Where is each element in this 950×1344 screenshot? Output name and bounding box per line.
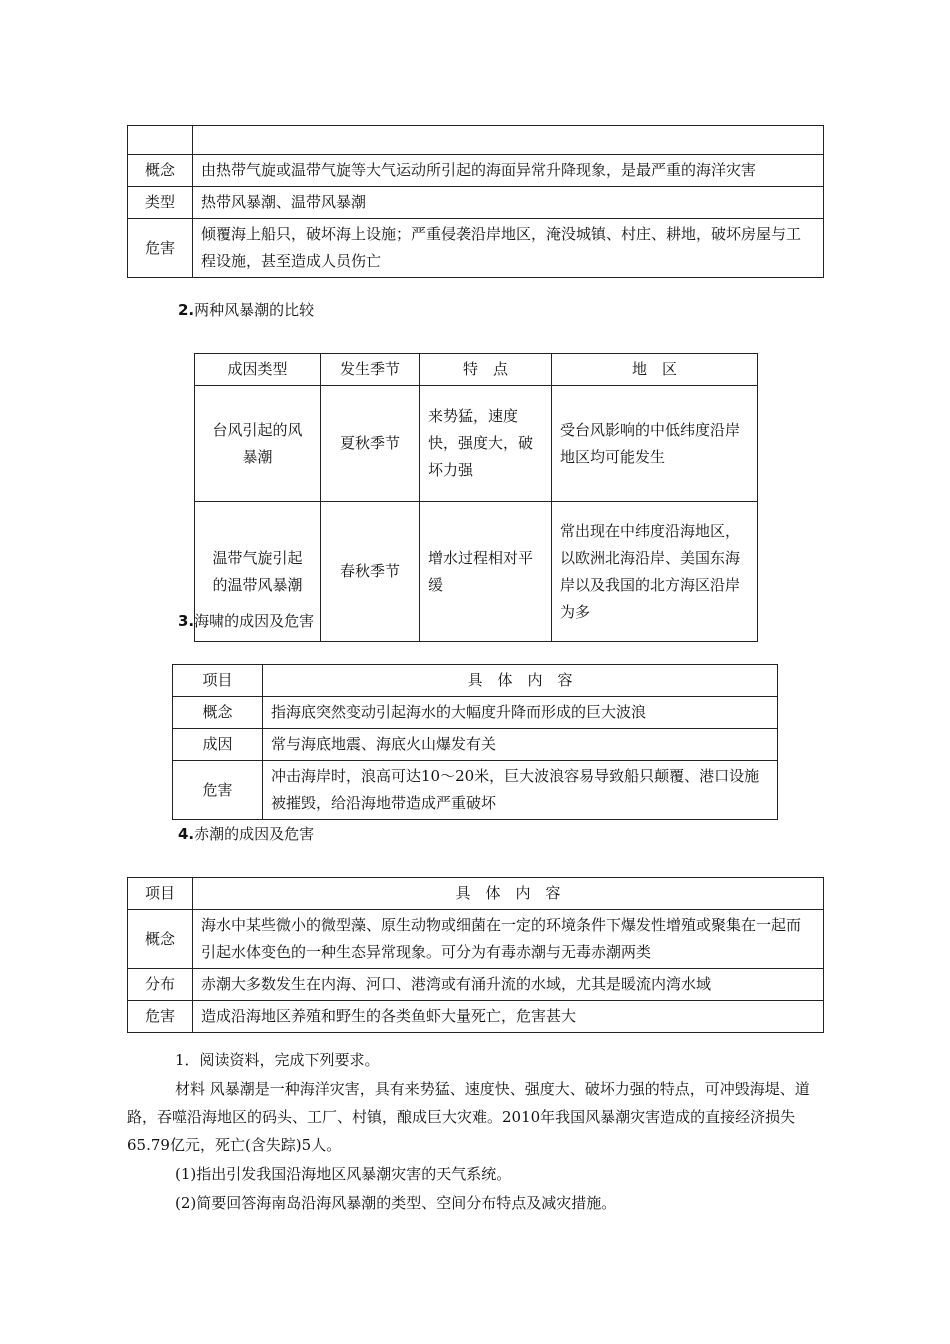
section-number: 3.	[178, 612, 195, 630]
row-label-cause: 成因	[173, 729, 263, 761]
section-heading-4	[178, 824, 314, 844]
table-cell	[128, 126, 193, 155]
storm-surge-comparison-table	[194, 353, 758, 642]
section-title: 海啸的成因及危害	[194, 612, 315, 630]
column-header: 发生季节	[321, 354, 420, 386]
section-title: 赤潮的成因及危害	[194, 825, 315, 843]
row-label-harm: 危害	[128, 219, 193, 278]
table-row	[128, 1001, 824, 1033]
question-1: (1)指出引发我国沿海地区风暴潮灾害的天气系统。	[175, 1165, 512, 1183]
table-header-row	[173, 665, 778, 697]
column-header: 特 点	[420, 354, 552, 386]
region-cell: 受台风影响的中低纬度沿岸地区均可能发生	[552, 386, 758, 502]
harm-content: 冲击海岸时，浪高可达10～20米，巨大波浪容易导致船只颠覆、港口设施被摧毁，给沿海地带造成严重破坏	[263, 761, 778, 820]
row-label-type: 类型	[128, 187, 193, 219]
column-header: 项目	[128, 878, 193, 910]
concept-content: 海水中某些微小的微型藻、原生动物或细菌在一定的环境条件下爆发性增殖或聚集在一起而引起水体变色的一种生态异常现象。可分为有毒赤潮与无毒赤潮两类	[193, 910, 824, 969]
table-row	[128, 969, 824, 1001]
section-heading-3	[178, 611, 314, 631]
table-row	[128, 126, 824, 155]
table-row	[128, 155, 824, 187]
harm-content: 倾覆海上船只，破坏海上设施；严重侵袭沿岸地区，淹没城镇、村庄、耕地，破坏房屋与工程设施，甚至造成人员伤亡	[193, 219, 824, 278]
red-tide-table	[127, 877, 824, 1033]
section-number: 2.	[178, 301, 195, 319]
concept-content: 指海底突然变动引起海水的大幅度升降而形成的巨大波浪	[263, 697, 778, 729]
row-label-harm: 危害	[128, 1001, 193, 1033]
column-header: 地 区	[552, 354, 758, 386]
row-label-distribution: 分布	[128, 969, 193, 1001]
table-row	[128, 910, 824, 969]
season-cell: 夏秋季节	[321, 386, 420, 502]
cause-content: 常与海底地震、海底火山爆发有关	[263, 729, 778, 761]
season-cell: 春秋季节	[321, 502, 420, 642]
table-row	[128, 219, 824, 278]
table-cell	[193, 126, 824, 155]
tsunami-table	[172, 664, 778, 820]
cause-type-cell: 温带气旋引起的温带风暴潮	[195, 502, 321, 642]
type-content: 热带风暴潮、温带风暴潮	[193, 187, 824, 219]
storm-surge-table	[127, 125, 824, 278]
table-row	[195, 386, 758, 502]
section-number: 4.	[178, 825, 195, 843]
table-row	[173, 761, 778, 820]
harm-content: 造成沿海地区养殖和野生的各类鱼虾大量死亡，危害甚大	[193, 1001, 824, 1033]
table-header-row	[195, 354, 758, 386]
question-2: (2)简要回答海南岛沿海风暴潮的类型、空间分布特点及减灾措施。	[175, 1194, 617, 1212]
section-heading-2	[178, 300, 314, 320]
concept-content: 由热带气旋或温带气旋等大气运动所引起的海面异常升降现象，是最严重的海洋灾害	[193, 155, 824, 187]
table-row	[128, 187, 824, 219]
section-title: 两种风暴潮的比较	[194, 301, 315, 319]
column-header: 成因类型	[195, 354, 321, 386]
table-row	[173, 729, 778, 761]
region-cell: 常出现在中纬度沿海地区，以欧洲北海沿岸、美国东海岸以及我国的北方海区沿岸为多	[552, 502, 758, 642]
feature-cell: 增水过程相对平缓	[420, 502, 552, 642]
row-label-concept: 概念	[173, 697, 263, 729]
row-label-concept: 概念	[128, 910, 193, 969]
exercise-material: 材料 风暴潮是一种海洋灾害，具有来势猛、速度快、强度大、破坏力强的特点，可冲毁海堤、道路，吞噬沿海地区的码头、工厂、村镇，酿成巨大灾难。2010年我国风暴潮灾害造成的直接经济损失65.79亿元，死亡(含失踪)5人。	[127, 1080, 810, 1154]
feature-cell: 来势猛，速度快，强度大，破坏力强	[420, 386, 552, 502]
row-label-concept: 概念	[128, 155, 193, 187]
column-header: 具 体 内 容	[193, 878, 824, 910]
table-header-row	[128, 878, 824, 910]
cause-type-cell: 台风引起的风暴潮	[195, 386, 321, 502]
distribution-content: 赤潮大多数发生在内海、河口、港湾或有涌升流的水域，尤其是暖流内湾水域	[193, 969, 824, 1001]
row-label-harm: 危害	[173, 761, 263, 820]
exercise-intro: 1．阅读资料，完成下列要求。	[175, 1051, 380, 1069]
column-header: 具 体 内 容	[263, 665, 778, 697]
table-row	[173, 697, 778, 729]
column-header: 项目	[173, 665, 263, 697]
